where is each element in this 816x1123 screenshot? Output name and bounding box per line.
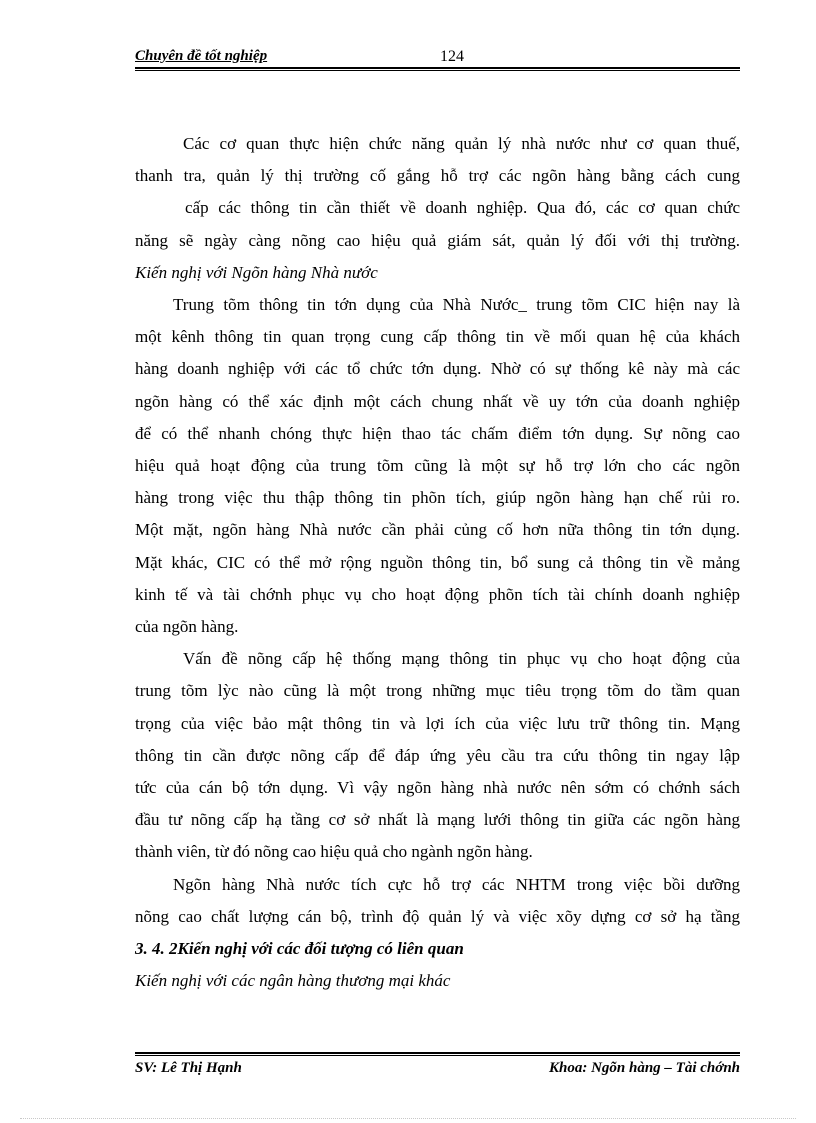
page-number: 124 (440, 48, 464, 65)
text-line: tức của cán bộ tớn dụng. Vì vậy ngõn hàng nhà nước nên sớm có chớnh sách (135, 778, 740, 798)
paragraph-2 (135, 289, 740, 643)
text-line: hiệu quả hoạt động của trung tõm cũng là một sự hỗ trợ lớn cho các ngõn (135, 456, 740, 476)
text-line: cấp các thông tin cần thiết về doanh nghiệp. Qua đó, các cơ quan chức (185, 198, 740, 218)
document-title: Chuyên đề tốt nghiệp (135, 48, 268, 64)
subheading-state-bank: Kiến nghị với Ngõn hàng Nhà nước (135, 262, 378, 282)
text-line: hàng doanh nghiệp với các tổ chức tớn dụng. Nhờ có sự thống kê này mà các (135, 359, 740, 379)
text-line: thành viên, từ đó nõng cao hiệu quả cho ngành ngõn hàng. (135, 842, 533, 862)
page-header (135, 48, 740, 66)
text-line: nõng cao chất lượng cán bộ, trình độ quản lý và việc xõy dựng cơ sở hạ tầng (135, 906, 740, 926)
footer-author: SV: Lê Thị Hạnh (135, 1060, 242, 1076)
footer-divider (135, 1052, 740, 1056)
subheading-commercial-banks: Kiến nghị với các ngân hàng thương mại khác (135, 971, 451, 991)
text-line: hàng trong việc thu thập thông tin phõn tích, giúp ngõn hàng hạn chế rủi ro. (135, 488, 740, 508)
text-line: trọng của việc bảo mật thông tin và lợi ích của việc lưu trữ thông tin. Mạng (135, 713, 740, 733)
paragraph-3 (135, 643, 740, 868)
text-line: trung tõm lỳc nào cũng là một trong những mục tiêu trọng tõm do tầm quan (135, 681, 740, 701)
text-line: năng sẽ ngày càng nõng cao hiệu quả giám sát, quản lý đối với thị trường. (135, 230, 740, 250)
paragraph-1 (135, 128, 740, 257)
text-line: thông tin cần được nõng cấp để đáp ứng yêu cầu tra cứu thông tin ngay lập (135, 745, 740, 765)
section-heading: 3. 4. 2Kiến nghị với các đối tượng có liên quan (135, 939, 464, 959)
text-line: Trung tõm thông tin tớn dụng của Nhà Nước_ trung tõm CIC hiện nay là (173, 295, 740, 315)
text-line: thanh tra, quản lý thị trường cố gắng hỗ trợ các ngõn hàng bằng cách cung (135, 166, 740, 186)
header-divider (135, 67, 740, 71)
text-line: của ngõn hàng. (135, 617, 239, 637)
text-line: Một mặt, ngõn hàng Nhà nước cần phải củng cố hơn nữa thông tin tớn dụng. (135, 520, 740, 540)
text-line: đầu tư nõng cấp hạ tầng cơ sở nhất là mạng lưới thông tin giữa các ngõn hàng (135, 810, 740, 830)
text-line: ngõn hàng có thể xác định một cách chung nhất về uy tớn của doanh nghiệp (135, 391, 740, 411)
footer-department: Khoa: Ngõn hàng – Tài chớnh (548, 1060, 740, 1076)
text-line: Các cơ quan thực hiện chức năng quản lý nhà nước như cơ quan thuế, (183, 134, 740, 153)
page-boundary (20, 1118, 796, 1119)
text-line: Mặt khác, CIC có thể mở rộng nguồn thông tin, bổ sung cả thông tin về mảng (135, 552, 740, 572)
text-line: một kênh thông tin quan trọng cung cấp thông tin về mối quan hệ của khách (135, 327, 740, 347)
paragraph-4 (135, 869, 740, 933)
text-line: để có thể nhanh chóng thực hiện thao tác chấm điểm tớn dụng. Sự nõng cao (135, 423, 740, 443)
document-body (135, 128, 740, 997)
text-line: Vấn đề nõng cấp hệ thống mạng thông tin phục vụ cho hoạt động của (183, 649, 740, 669)
text-line: Ngõn hàng Nhà nước tích cực hỗ trợ các NHTM trong việc bồi dưỡng (173, 874, 740, 894)
text-line: kinh tế và tài chớnh phục vụ cho hoạt động phõn tích tài chính doanh nghiệp (135, 584, 740, 604)
